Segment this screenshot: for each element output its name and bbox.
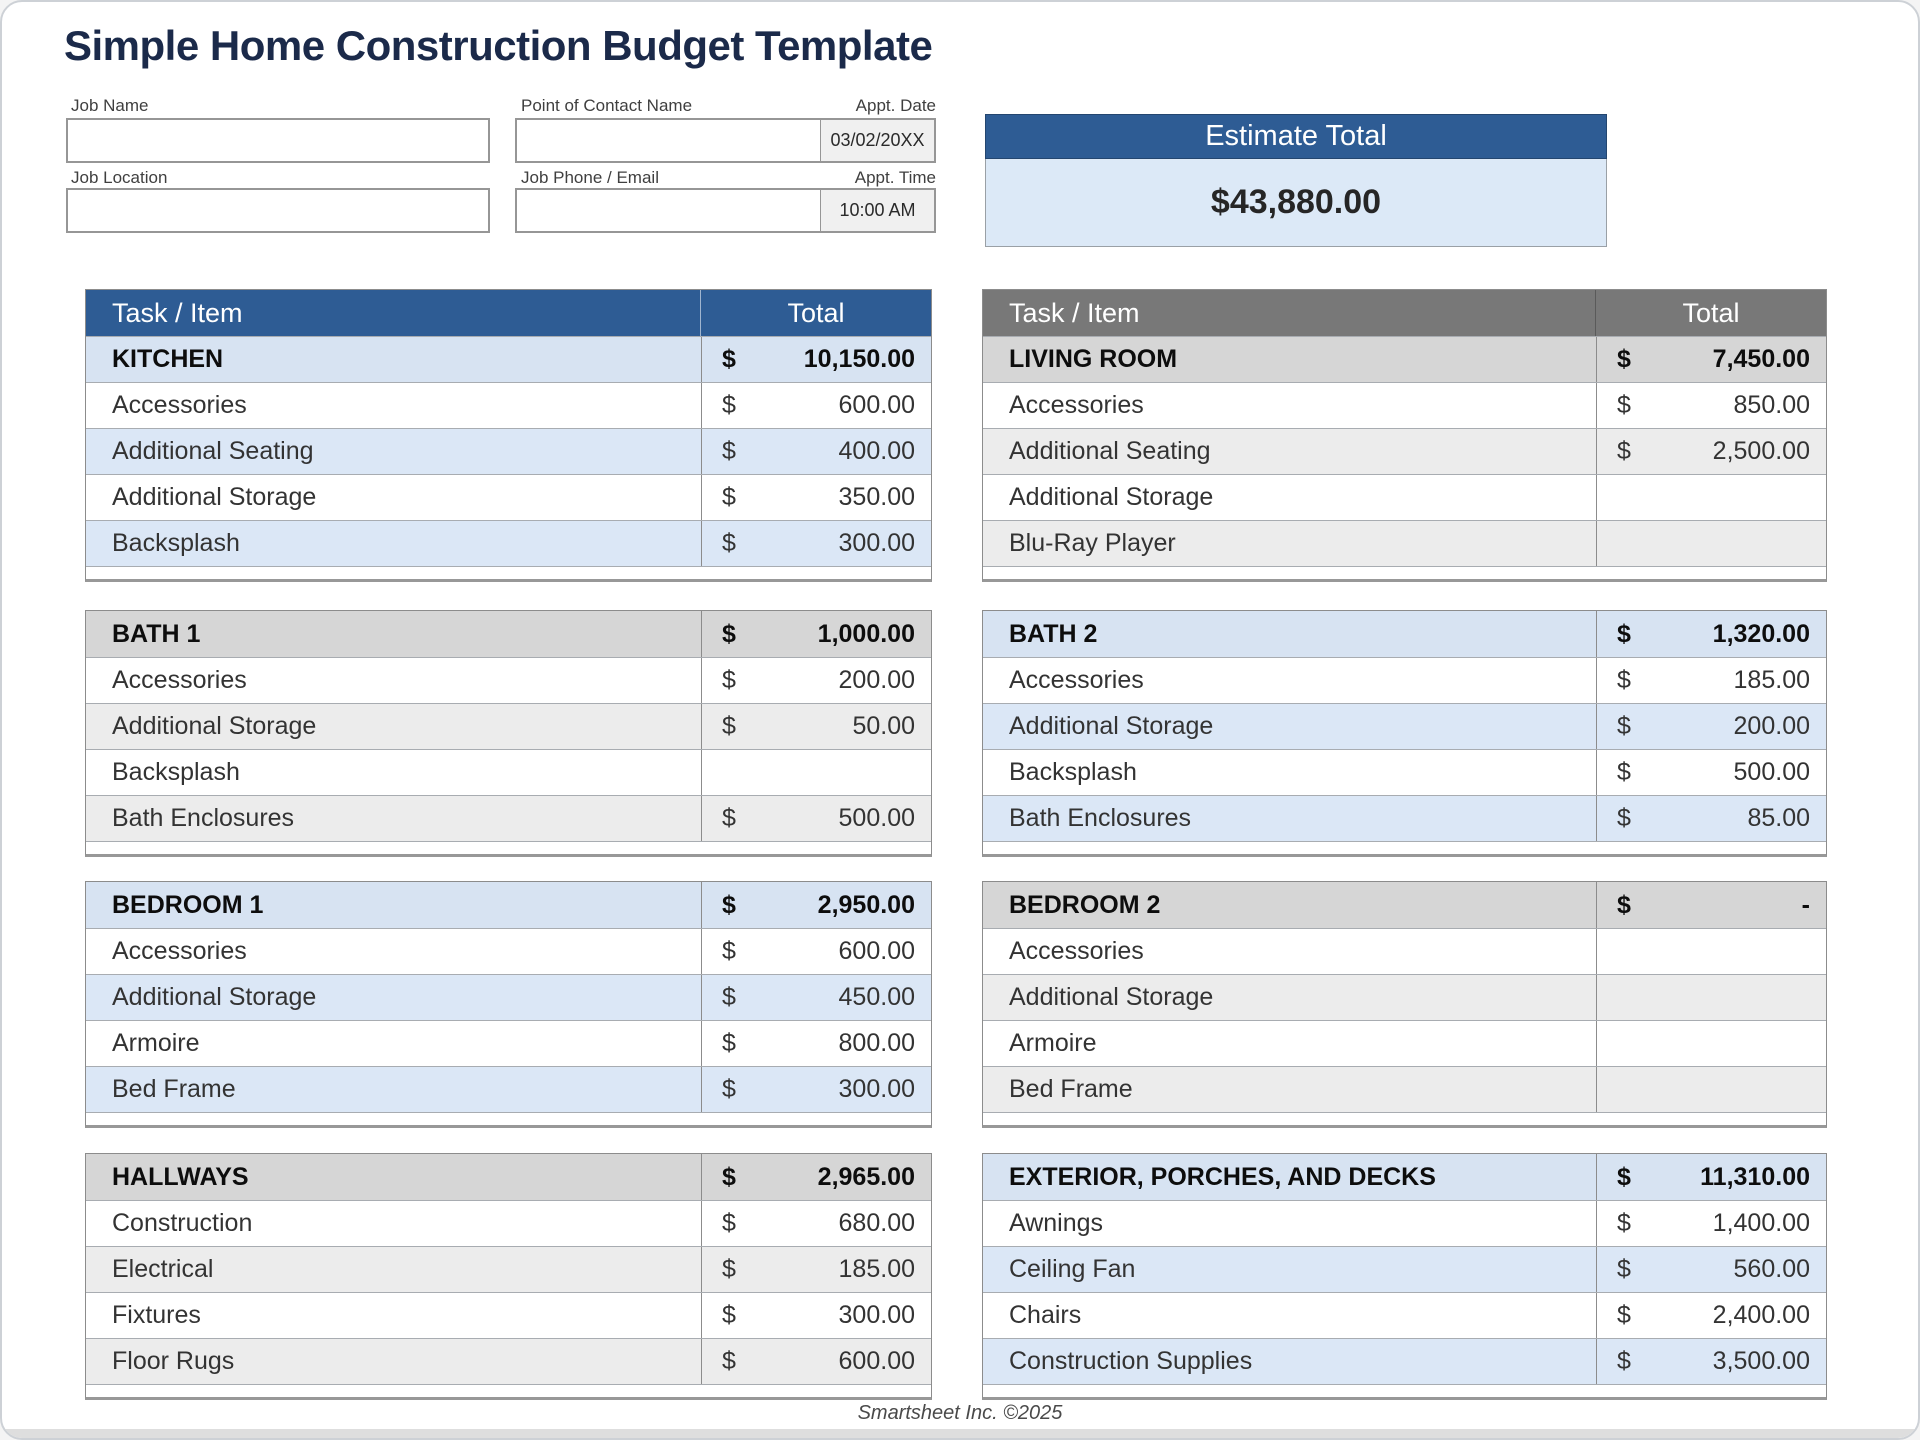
category-row <box>86 1154 931 1200</box>
task-cell: Additional Storage <box>112 712 317 740</box>
total-cell[interactable] <box>701 1067 931 1112</box>
currency-symbol: $ <box>1617 1301 1631 1329</box>
budget-table-kitchen <box>85 289 932 582</box>
total-cell[interactable] <box>1596 475 1826 520</box>
task-cell: Accessories <box>1009 937 1144 965</box>
category-row <box>983 611 1826 657</box>
total-cell[interactable] <box>1596 658 1826 703</box>
category-name-cell: KITCHEN <box>112 345 224 373</box>
total-cell[interactable] <box>1596 704 1826 749</box>
table-row <box>86 928 931 974</box>
amount-value: 350.00 <box>838 483 915 511</box>
total-cell[interactable] <box>701 1247 931 1292</box>
currency-symbol: $ <box>1617 666 1631 694</box>
header-total-label: Total <box>1595 290 1826 336</box>
table-row <box>86 749 931 795</box>
amount-value: 11,310.00 <box>1700 1162 1810 1191</box>
category-total-cell <box>701 882 931 928</box>
total-cell[interactable] <box>701 383 931 428</box>
header-total-label: Total <box>700 290 931 336</box>
total-cell[interactable] <box>701 975 931 1020</box>
table-row <box>86 1066 931 1112</box>
currency-symbol: $ <box>1617 1162 1631 1191</box>
amount-value: 50.00 <box>852 712 915 740</box>
clipped-row-sliver <box>86 1384 931 1397</box>
table-header-row <box>983 290 1826 336</box>
total-cell[interactable] <box>701 1021 931 1066</box>
table-row <box>983 382 1826 428</box>
total-cell[interactable] <box>1596 521 1826 566</box>
total-cell[interactable] <box>701 1293 931 1338</box>
budget-table-bedroom-1 <box>85 881 932 1128</box>
table-row <box>983 520 1826 566</box>
total-cell[interactable] <box>1596 429 1826 474</box>
amount-value: 450.00 <box>838 983 915 1011</box>
amount-value: 200.00 <box>838 666 915 694</box>
table-row <box>983 1338 1826 1384</box>
table-header-row <box>86 290 931 336</box>
appt-date-value[interactable]: 03/02/20XX <box>820 118 936 163</box>
category-name-cell: BEDROOM 1 <box>112 890 264 919</box>
category-total-cell <box>1596 882 1826 928</box>
currency-symbol: $ <box>722 437 736 465</box>
category-name-cell: BATH 2 <box>1009 619 1098 648</box>
task-cell: Additional Storage <box>1009 712 1214 740</box>
task-cell: Bath Enclosures <box>112 804 295 832</box>
currency-symbol: $ <box>722 804 736 832</box>
currency-symbol: $ <box>722 345 736 373</box>
task-cell: Armoire <box>112 1029 200 1057</box>
amount-value: 300.00 <box>838 1301 915 1329</box>
currency-symbol: $ <box>1617 619 1631 648</box>
total-cell[interactable] <box>1596 1293 1826 1338</box>
currency-symbol: $ <box>722 890 736 919</box>
amount-value: 300.00 <box>838 1075 915 1103</box>
table-row <box>86 795 931 841</box>
category-total-cell <box>701 337 931 382</box>
currency-symbol: $ <box>722 391 736 419</box>
currency-symbol: $ <box>1617 712 1631 740</box>
estimate-total-value: $43,880.00 <box>985 159 1607 247</box>
table-row <box>983 795 1826 841</box>
total-cell[interactable] <box>701 429 931 474</box>
table-row <box>983 1066 1826 1112</box>
table-row <box>983 1200 1826 1246</box>
amount-value: 2,965.00 <box>817 1162 915 1191</box>
task-cell: Accessories <box>1009 666 1144 694</box>
currency-symbol: $ <box>1617 345 1631 373</box>
task-cell: Construction <box>112 1209 253 1237</box>
currency-symbol: $ <box>722 666 736 694</box>
clipped-row-sliver <box>86 841 931 854</box>
amount-value: 600.00 <box>838 1347 915 1375</box>
total-cell[interactable] <box>701 475 931 520</box>
task-cell: Armoire <box>1009 1029 1097 1057</box>
table-row <box>983 474 1826 520</box>
amount-value: 3,500.00 <box>1712 1347 1810 1375</box>
budget-table-hallways <box>85 1153 932 1400</box>
table-row <box>86 1020 931 1066</box>
total-cell[interactable] <box>701 658 931 703</box>
task-cell: Additional Seating <box>112 437 314 465</box>
amount-value: 185.00 <box>838 1255 915 1283</box>
table-row <box>983 749 1826 795</box>
amount-value: 2,950.00 <box>817 890 915 919</box>
category-total-cell <box>701 611 931 657</box>
currency-symbol: $ <box>722 712 736 740</box>
task-cell: Bed Frame <box>112 1075 236 1103</box>
task-cell: Chairs <box>1009 1301 1082 1329</box>
currency-symbol: $ <box>722 529 736 557</box>
task-cell: Bath Enclosures <box>1009 804 1192 832</box>
bottom-edge-strip <box>2 1429 1918 1438</box>
currency-symbol: $ <box>722 1029 736 1057</box>
amount-value: 800.00 <box>838 1029 915 1057</box>
category-row <box>86 882 931 928</box>
currency-symbol: $ <box>722 1209 736 1237</box>
total-cell[interactable] <box>1596 1247 1826 1292</box>
table-row <box>983 1020 1826 1066</box>
currency-symbol: $ <box>722 1347 736 1375</box>
job-name-input[interactable] <box>66 118 490 163</box>
table-row <box>86 382 931 428</box>
table-row <box>983 657 1826 703</box>
total-cell[interactable] <box>701 521 931 566</box>
total-cell[interactable] <box>701 929 931 974</box>
clipped-row-sliver <box>983 841 1826 854</box>
estimate-total-header: Estimate Total <box>985 114 1607 159</box>
table-row <box>86 1292 931 1338</box>
table-row <box>86 1338 931 1384</box>
budget-table-living-room <box>982 289 1827 582</box>
budget-table-bath-1 <box>85 610 932 857</box>
amount-value: 680.00 <box>838 1209 915 1237</box>
currency-symbol: $ <box>1617 758 1631 786</box>
amount-value: 7,450.00 <box>1712 345 1810 373</box>
amount-value: 1,000.00 <box>817 619 915 648</box>
currency-symbol: $ <box>1617 1209 1631 1237</box>
amount-value: 400.00 <box>838 437 915 465</box>
category-row <box>86 336 931 382</box>
category-name-cell: EXTERIOR, PORCHES, AND DECKS <box>1009 1162 1436 1191</box>
contact-name-input[interactable] <box>515 118 822 163</box>
task-cell: Additional Storage <box>112 983 317 1011</box>
amount-value: 500.00 <box>1733 758 1810 786</box>
job-location-label: Job Location <box>71 168 168 187</box>
amount-value: 1,320.00 <box>1712 619 1810 648</box>
header-task-label: Task / Item <box>1009 297 1140 328</box>
task-cell: Blu-Ray Player <box>1009 529 1176 557</box>
table-row <box>86 974 931 1020</box>
appt-time-label: Appt. Time <box>854 168 936 187</box>
amount-value: 10,150.00 <box>803 345 915 373</box>
phone-email-input[interactable] <box>515 188 822 233</box>
category-total-cell <box>1596 1154 1826 1200</box>
job-name-label: Job Name <box>71 96 149 115</box>
total-cell[interactable] <box>1596 1067 1826 1112</box>
currency-symbol: $ <box>1617 804 1631 832</box>
currency-symbol: $ <box>722 483 736 511</box>
table-row <box>983 974 1826 1020</box>
task-cell: Additional Storage <box>1009 483 1214 511</box>
clipped-row-sliver <box>86 566 931 579</box>
amount-value: 2,500.00 <box>1712 437 1810 465</box>
currency-symbol: $ <box>722 1255 736 1283</box>
category-total-cell <box>1596 611 1826 657</box>
currency-symbol: $ <box>722 1301 736 1329</box>
clipped-row-sliver <box>86 1112 931 1125</box>
table-row <box>86 657 931 703</box>
phone-email-label: Job Phone / Email <box>521 168 659 187</box>
task-cell: Additional Storage <box>1009 983 1214 1011</box>
currency-symbol: $ <box>722 1075 736 1103</box>
currency-symbol: $ <box>1617 890 1631 919</box>
total-cell[interactable] <box>1596 1201 1826 1246</box>
amount-value: 500.00 <box>838 804 915 832</box>
budget-table-bath-2 <box>982 610 1827 857</box>
task-cell: Accessories <box>1009 391 1144 419</box>
currency-symbol: $ <box>722 619 736 648</box>
task-cell: Backsplash <box>112 758 240 786</box>
currency-symbol: $ <box>722 937 736 965</box>
clipped-row-sliver <box>983 566 1826 579</box>
currency-symbol: $ <box>722 1162 736 1191</box>
task-cell: Backsplash <box>1009 758 1137 786</box>
task-cell: Awnings <box>1009 1209 1104 1237</box>
total-cell[interactable] <box>1596 750 1826 795</box>
task-cell: Additional Storage <box>112 483 317 511</box>
table-row <box>86 428 931 474</box>
task-cell: Floor Rugs <box>112 1347 235 1375</box>
category-name-cell: BEDROOM 2 <box>1009 890 1161 919</box>
category-row <box>983 336 1826 382</box>
table-row <box>983 703 1826 749</box>
total-cell[interactable] <box>1596 383 1826 428</box>
currency-symbol: $ <box>1617 1347 1631 1375</box>
table-row <box>983 928 1826 974</box>
header-task-label: Task / Item <box>112 297 243 328</box>
total-cell[interactable] <box>1596 929 1826 974</box>
amount-value: - <box>1801 890 1810 919</box>
amount-value: 560.00 <box>1733 1255 1810 1283</box>
total-cell[interactable] <box>701 1201 931 1246</box>
table-row <box>86 520 931 566</box>
task-cell: Accessories <box>112 937 247 965</box>
category-total-cell <box>1596 337 1826 382</box>
job-location-input[interactable] <box>66 188 490 233</box>
table-row <box>983 1292 1826 1338</box>
amount-value: 185.00 <box>1733 666 1810 694</box>
budget-table-exterior-porches-decks <box>982 1153 1827 1400</box>
page-title: Simple Home Construction Budget Template <box>64 22 933 69</box>
category-row <box>86 611 931 657</box>
table-row <box>86 474 931 520</box>
total-cell[interactable] <box>701 750 931 795</box>
total-cell[interactable] <box>701 704 931 749</box>
table-row <box>86 1200 931 1246</box>
contact-name-label: Point of Contact Name <box>521 96 693 115</box>
estimate-total-box <box>985 114 1607 247</box>
amount-value: 2,400.00 <box>1712 1301 1810 1329</box>
amount-value: 200.00 <box>1733 712 1810 740</box>
total-cell[interactable] <box>1596 975 1826 1020</box>
appt-date-label: Appt. Date <box>855 96 936 115</box>
category-row <box>983 1154 1826 1200</box>
task-cell: Accessories <box>112 666 247 694</box>
amount-value: 850.00 <box>1733 391 1810 419</box>
task-cell: Accessories <box>112 391 247 419</box>
amount-value: 300.00 <box>838 529 915 557</box>
category-name-cell: HALLWAYS <box>112 1162 249 1191</box>
currency-symbol: $ <box>1617 391 1631 419</box>
total-cell[interactable] <box>701 796 931 841</box>
task-cell: Fixtures <box>112 1301 201 1329</box>
category-name-cell: LIVING ROOM <box>1009 345 1178 373</box>
category-total-cell <box>701 1154 931 1200</box>
table-row <box>86 703 931 749</box>
appt-time-value[interactable]: 10:00 AM <box>820 188 936 233</box>
table-row <box>86 1246 931 1292</box>
currency-symbol: $ <box>1617 437 1631 465</box>
task-cell: Construction Supplies <box>1009 1347 1253 1375</box>
task-cell: Backsplash <box>112 529 240 557</box>
currency-symbol: $ <box>722 983 736 1011</box>
task-cell: Bed Frame <box>1009 1075 1133 1103</box>
table-row <box>983 1246 1826 1292</box>
amount-value: 600.00 <box>838 391 915 419</box>
category-row <box>983 882 1826 928</box>
currency-symbol: $ <box>1617 1255 1631 1283</box>
clipped-row-sliver <box>983 1112 1826 1125</box>
budget-table-bedroom-2 <box>982 881 1827 1128</box>
task-cell: Ceiling Fan <box>1009 1255 1136 1283</box>
table-row <box>983 428 1826 474</box>
total-cell[interactable] <box>1596 1021 1826 1066</box>
amount-value: 600.00 <box>838 937 915 965</box>
total-cell[interactable] <box>1596 796 1826 841</box>
task-cell: Electrical <box>112 1255 214 1283</box>
footer-credit: Smartsheet Inc. ©2025 <box>857 1402 1063 1424</box>
total-cell[interactable] <box>701 1339 931 1384</box>
category-name-cell: BATH 1 <box>112 619 201 648</box>
clipped-row-sliver <box>983 1384 1826 1397</box>
task-cell: Additional Seating <box>1009 437 1211 465</box>
total-cell[interactable] <box>1596 1339 1826 1384</box>
amount-value: 85.00 <box>1747 804 1810 832</box>
amount-value: 1,400.00 <box>1712 1209 1810 1237</box>
